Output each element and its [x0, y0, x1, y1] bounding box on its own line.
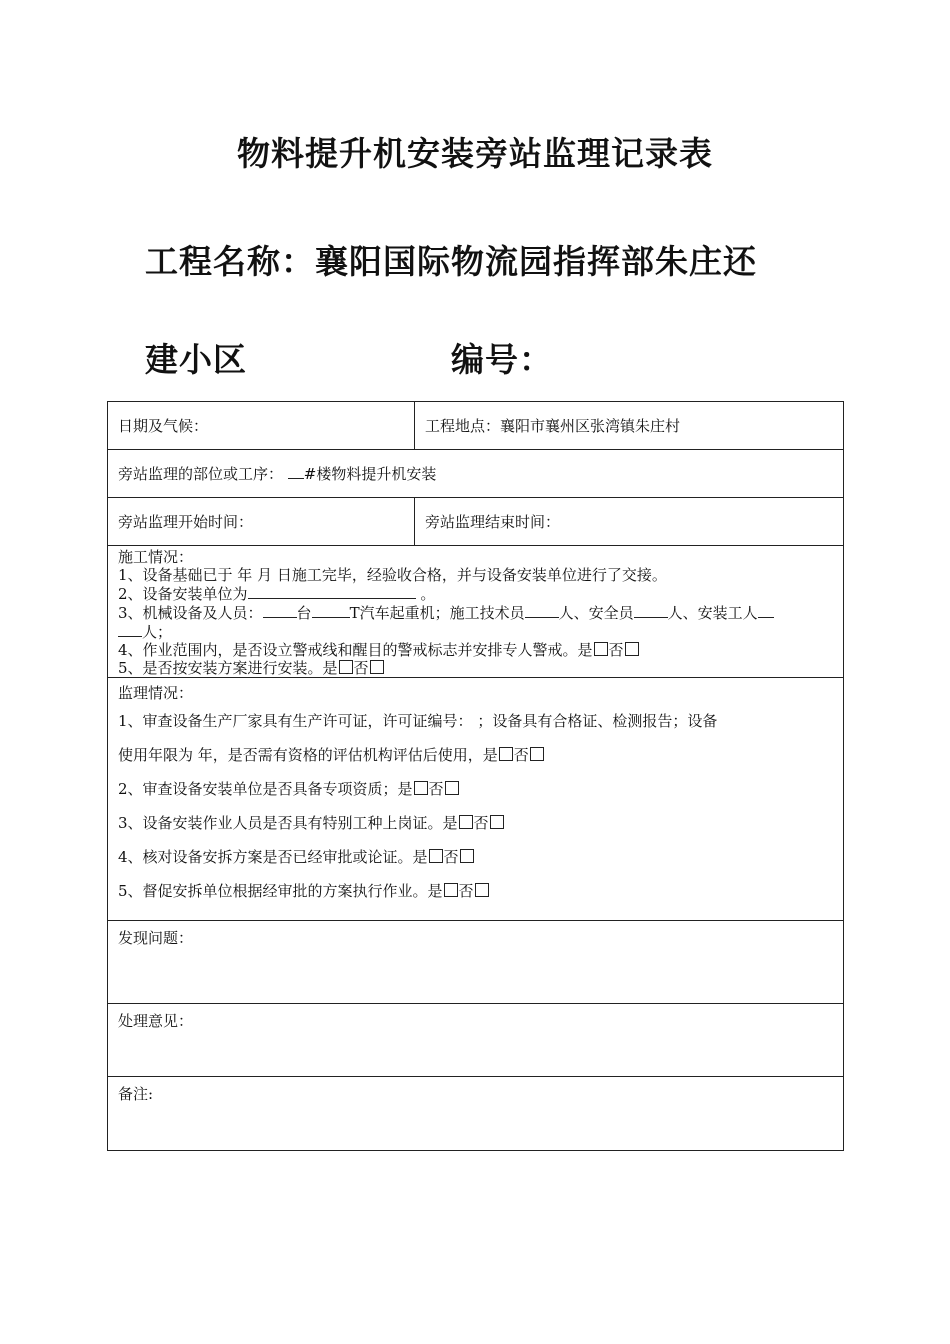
supervision-item-5-text: 5、督促安拆单位根据经审批的方案执行作业。是 [118, 882, 443, 900]
installer-blank-b[interactable] [118, 622, 142, 637]
part-cell[interactable] [108, 450, 844, 498]
no-label: 否 [458, 882, 474, 900]
document-title: 物料提升机安装旁站监理记录表 [237, 134, 713, 173]
project-name-line2: 建小区 [145, 340, 247, 379]
supervision-item-3-text: 3、设备安装作业人员是否具有特别工种上岗证。是 [118, 814, 458, 832]
equipment-label: 3、机械设备及人员： [118, 604, 263, 622]
installer-blank-a[interactable] [758, 603, 774, 618]
construction-item-3 [118, 603, 833, 641]
yes-checkbox[interactable] [459, 815, 473, 829]
date-weather-cell[interactable]: 日期及气候： [108, 402, 415, 450]
remarks-cell[interactable]: 备注: [108, 1077, 844, 1151]
no-checkbox[interactable] [625, 642, 639, 656]
project-name-line1: 工程名称：襄阳国际物流园指挥部朱庄还 [145, 242, 757, 281]
supervision-item-3 [118, 806, 833, 840]
project-header [145, 213, 845, 409]
yes-checkbox[interactable] [414, 781, 428, 795]
supervision-item-5 [118, 874, 833, 908]
construction-item-5 [118, 659, 833, 677]
no-checkbox[interactable] [490, 815, 504, 829]
technician-blank[interactable] [525, 603, 559, 618]
site-cell[interactable]: 工程地点：襄阳市襄州区张湾镇朱庄村 [415, 402, 844, 450]
safety-officer-blank[interactable] [634, 603, 668, 618]
no-checkbox[interactable] [445, 781, 459, 795]
supervision-item-4 [118, 840, 833, 874]
part-value: #楼物料提升机安装 [303, 465, 437, 483]
problems-cell[interactable]: 发现问题： [108, 921, 844, 1004]
crane-label: T汽车起重机；施工技术员 [349, 604, 525, 622]
safety-officer-label: 人、安全员 [558, 604, 634, 622]
construction-item-5-text: 5、是否按安装方案进行安装。是 [118, 659, 338, 677]
yes-checkbox[interactable] [444, 883, 458, 897]
supervision-item-2 [118, 772, 833, 806]
building-number-blank[interactable] [288, 464, 304, 479]
no-label: 否 [428, 780, 444, 798]
no-checkbox[interactable] [370, 660, 384, 674]
construction-heading: 施工情况： [118, 548, 194, 566]
construction-item-2-label: 2、设备安装单位为 [118, 585, 248, 603]
opinion-cell[interactable]: 处理意见： [108, 1004, 844, 1077]
install-unit-blank[interactable] [248, 584, 416, 599]
construction-item-1: 1、设备基础已于 年 月 日施工完毕，经验收合格，并与设备安装单位进行了交接。 [118, 566, 667, 584]
yes-checkbox[interactable] [339, 660, 353, 674]
no-label: 否 [353, 659, 369, 677]
supervision-section[interactable] [108, 678, 844, 921]
no-label: 否 [473, 814, 489, 832]
yes-checkbox[interactable] [429, 849, 443, 863]
record-table [107, 401, 844, 1151]
machine-unit: 台 [296, 604, 312, 622]
crane-tonnage-blank[interactable] [312, 603, 350, 618]
no-checkbox[interactable] [460, 849, 474, 863]
project-name-line2-row [145, 311, 845, 409]
yes-checkbox[interactable] [499, 747, 513, 761]
no-checkbox[interactable] [530, 747, 544, 761]
construction-item-2 [118, 584, 833, 603]
end-time-cell[interactable]: 旁站监理结束时间： [415, 498, 844, 546]
supervision-item-1b [118, 738, 833, 772]
installer-label: 人、安装工人 [667, 604, 758, 622]
construction-item-4 [118, 641, 833, 659]
part-label: 旁站监理的部位或工序： [118, 465, 284, 483]
no-label: 否 [608, 641, 624, 659]
supervision-item-1b-text: 使用年限为 年，是否需有资格的评估机构评估后使用，是 [118, 746, 498, 764]
installer-unit: 人； [142, 623, 173, 641]
construction-item-2-suffix: 。 [420, 585, 436, 603]
supervision-item-1a: 1、审查设备生产厂家具有生产许可证，许可证编号： ；设备具有合格证、检测报告；设备 [118, 712, 718, 730]
no-checkbox[interactable] [475, 883, 489, 897]
supervision-heading: 监理情况： [118, 684, 194, 702]
supervision-item-4-text: 4、核对设备安拆方案是否已经审批或论证。是 [118, 848, 428, 866]
start-time-cell[interactable]: 旁站监理开始时间： [108, 498, 415, 546]
construction-section[interactable] [108, 546, 844, 678]
no-label: 否 [513, 746, 529, 764]
construction-item-4-text: 4、作业范围内，是否设立警戒线和醒目的警戒标志并安排专人警戒。是 [118, 641, 593, 659]
supervision-item-2-text: 2、审查设备安装单位是否具备专项资质；是 [118, 780, 413, 798]
no-label: 否 [443, 848, 459, 866]
machine-count-blank[interactable] [263, 603, 297, 618]
number-label: 编号： [451, 340, 553, 379]
yes-checkbox[interactable] [594, 642, 608, 656]
